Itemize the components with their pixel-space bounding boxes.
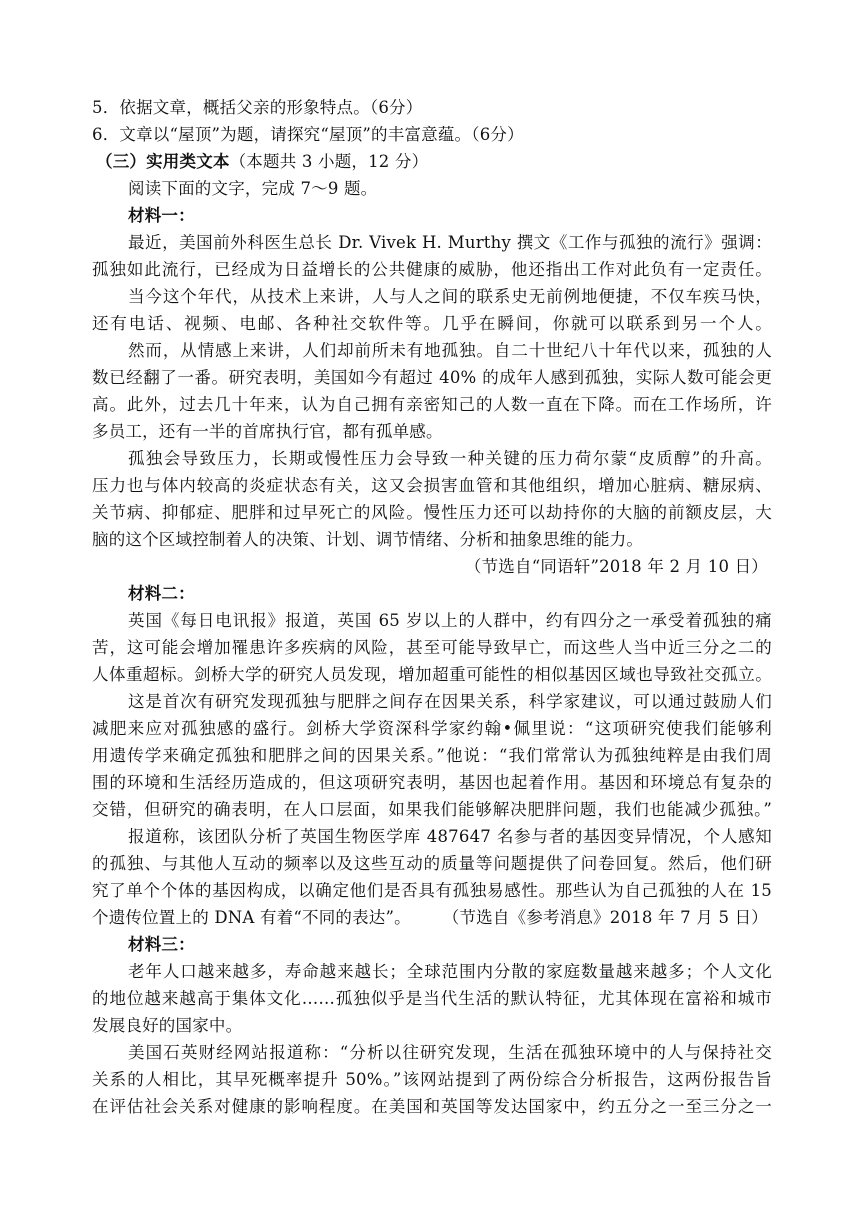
material-1-line: 然而，从情感上来讲，人们却前所未有地孤独。自二十世纪八十年代以来，孤独的人: [128, 341, 772, 360]
question-6: 6．文章以“屋顶”为题，请探究“屋顶”的丰富意蕴。（6分）: [92, 125, 524, 144]
material-2-line: 的孤独、与其他人互动的频率以及这些互动的质量等问题提供了问卷回复。然后，他们研: [92, 854, 772, 873]
material-2-source: （节选自《参考消息》2018 年 7 月 5 日）: [442, 908, 768, 927]
material-1-line: 最近，美国前外科医生总长 Dr. Vivek H. Murthy 撰文《工作与孤独的流行》强调：: [128, 233, 772, 252]
material-1-line: 压力也与体内较高的炎症状态有关，这又会损害血管和其他组织，增加心脏病、糖尿病、: [92, 476, 772, 495]
material-2-line: 围的环境和生活经历造成的，但这项研究表明，基因也起着作用。基因和环境总有复杂的: [92, 773, 772, 792]
material-2-line: 苦，这可能会增加罹患许多疾病的风险，甚至可能导致早亡，而这些人当中近三分之二的: [92, 638, 772, 657]
material-2-line: 个遗传位置上的 DNA 有着“不同的表达”。: [92, 908, 411, 927]
material-2-line: 交错，但研究的确表明，在人口层面，如果我们能够解决肥胖问题，我们也能减少孤独。”: [92, 800, 772, 819]
section-3-note: （本题共 3 小题，12 分）: [229, 152, 429, 171]
material-2-title: 材料二：: [128, 584, 195, 603]
material-3-line: 关系的人相比，其早死概率提升 50%。”该网站提到了两份综合分析报告，这两份报告旨: [92, 1070, 772, 1089]
material-2-line: 人体重超标。剑桥大学的研究人员发现，增加超重可能性的相似基因区域也导致社交孤立。: [92, 665, 772, 684]
material-1-title: 材料一：: [128, 206, 195, 225]
material-2-line: 减肥来应对孤独感的盛行。剑桥大学资深科学家约翰•佩里说：“这项研究使我们能够利: [92, 719, 772, 738]
material-3-line: 美国石英财经网站报道称：“分析以往研究发现，生活在孤独环境中的人与保持社交: [128, 1043, 772, 1062]
material-1-line: 关节病、抑郁症、肥胖和过早死亡的风险。慢性压力还可以劫持你的大脑的前额皮层，大: [92, 503, 772, 522]
material-3-line: 的地位越来越高于集体文化……孤独似乎是当代生活的默认特征，尤其体现在富裕和城市: [92, 989, 772, 1008]
material-1-line: 脑的这个区域控制着人的决策、计划、调节情绪、分析和抽象思维的能力。: [92, 530, 644, 549]
material-3-line: 老年人口越来越多，寿命越来越长；全球范围内分散的家庭数量越来越多；个人文化: [128, 962, 772, 981]
material-1-line: 多员工，还有一半的首席执行官，都有孤单感。: [92, 422, 443, 441]
material-1-source: （节选自“同语轩”2018 年 2 月 10 日）: [464, 557, 768, 576]
material-2-line: 这是首次有研究发现孤独与肥胖之间存在因果关系，科学家建议，可以通过鼓励人们: [128, 692, 772, 711]
material-1-line: 当今这个年代，从技术上来讲，人与人之间的联系史无前例地便捷，不仅车疾马快，: [128, 287, 772, 306]
material-2-line: 英国《每日电讯报》报道，英国 65 岁以上的人群中，约有四分之一承受着孤独的痛: [128, 611, 772, 630]
material-2-line: 报道称，该团队分析了英国生物医学库 487647 名参与者的基因变异情况，个人感知: [128, 827, 772, 846]
material-2-last-line: [92, 907, 768, 929]
material-1-line: 孤独如此流行，已经成为日益增长的公共健康的威胁，他还指出工作对此负有一定责任。: [92, 260, 772, 279]
material-3-line: 在评估社会关系对健康的影响程度。在美国和英国等发达国家中，约五分之一至三分之一: [92, 1097, 772, 1116]
material-1-line: 孤独会导致压力，长期或慢性压力会导致一种关键的压力荷尔蒙“皮质醇”的升高。: [128, 449, 772, 468]
section-3-instruction: 阅读下面的文字，完成 7～9 题。: [128, 179, 378, 198]
material-2-line: 用遗传学来确定孤独和肥胖之间的因果关系。”他说：“我们常常认为孤独纯粹是由我们周: [92, 746, 772, 765]
material-2-line: 究了单个个体的基因构成，以确定他们是否具有孤独易感性。那些认为自己孤独的人在 15: [92, 881, 772, 900]
section-3-title: （三）实用类文本: [96, 152, 230, 171]
question-5: 5．依据文章，概括父亲的形象特点。（6分）: [92, 98, 423, 117]
section-3-heading: [96, 151, 776, 173]
material-1-line: 数已经翻了一番。研究表明，美国如今有超过 40% 的成年人感到孤独，实际人数可能会更: [92, 368, 772, 387]
material-1-line: 还有电话、视频、电邮、各种社交软件等。几乎在瞬间，你就可以联系到另一个人。: [92, 314, 772, 333]
material-3-title: 材料三：: [128, 935, 195, 954]
material-1-line: 高。此外，过去几十年来，认为自己拥有亲密知己的人数一直在下降。而在工作场所，许: [92, 395, 772, 414]
material-3-line: 发展良好的国家中。: [92, 1016, 243, 1035]
